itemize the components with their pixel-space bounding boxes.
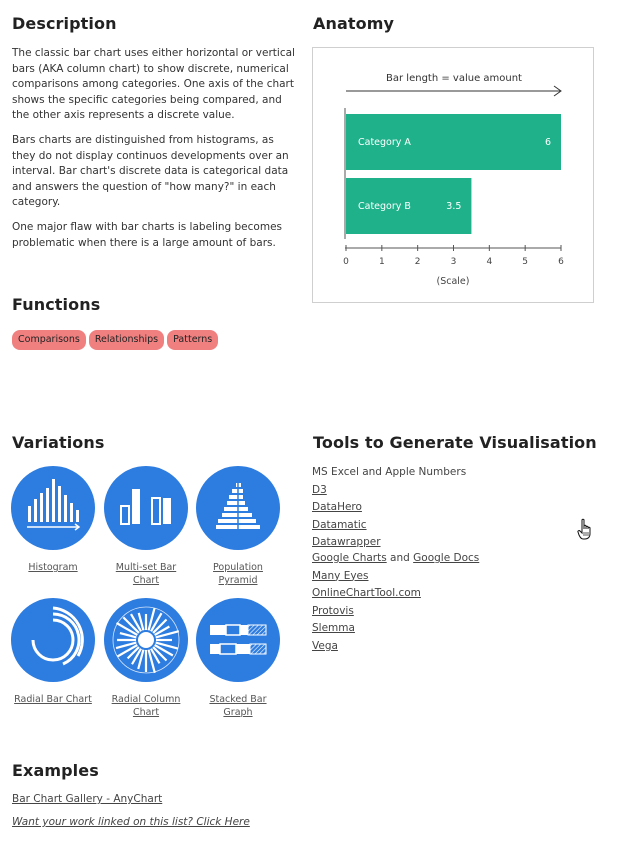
variation-radial-bar[interactable] (7, 598, 99, 706)
stacked-bar-icon[interactable] (196, 598, 280, 682)
example-link-anychart[interactable]: Bar Chart Gallery - AnyChart (12, 793, 163, 805)
x-tick-label: 4 (486, 257, 493, 267)
tool-link-datahero[interactable]: DataHero (312, 501, 362, 514)
x-axis-label: (Scale) (436, 276, 470, 287)
description-title: Description (12, 14, 117, 33)
x-tick-label: 5 (522, 257, 529, 267)
examples-title: Examples (12, 761, 99, 780)
chart-header: Bar length = value amount (386, 73, 522, 84)
tools-title: Tools to Generate Visualisation (313, 433, 597, 452)
population-pyramid-icon[interactable] (196, 466, 280, 550)
variation-stacked-bar[interactable] (192, 598, 284, 719)
variation-stacked-bar-label[interactable]: Stacked Bar Graph (209, 694, 267, 718)
bar-category-label: Category B (358, 201, 411, 212)
variation-population-pyramid[interactable] (192, 466, 284, 587)
variation-radial-bar-label[interactable]: Radial Bar Chart (14, 694, 92, 705)
variation-population-pyramid-label[interactable]: Population Pyramid (213, 562, 263, 586)
anatomy-chart-frame (312, 47, 594, 303)
bar-category-label: Category A (358, 137, 411, 148)
variation-histogram[interactable] (7, 466, 99, 574)
tool-link-google-docs[interactable]: Google Docs (413, 551, 480, 564)
anatomy-title: Anatomy (313, 14, 395, 33)
variation-radial-column-label[interactable]: Radial Column Chart (111, 694, 181, 718)
tag-patterns[interactable]: Patterns (167, 330, 218, 350)
hand-cursor-icon (577, 518, 595, 546)
examples-list (12, 793, 250, 828)
x-tick-label: 6 (558, 257, 564, 267)
variations-title: Variations (12, 433, 105, 452)
description-paragraph-3: One major flaw with bar charts is labeling becomes problematic when there is a large amount of bars. (12, 220, 282, 249)
tool-link-google-charts[interactable]: Google Charts (312, 551, 387, 564)
x-tick-label: 2 (414, 257, 421, 267)
x-tick-label: 0 (343, 257, 349, 267)
bar-value-label: 3.5 (446, 201, 462, 212)
functions-tags (12, 327, 221, 350)
tool-link-datawrapper[interactable]: Datawrapper (312, 536, 381, 549)
multi-set-bar-icon[interactable] (104, 466, 188, 550)
histogram-icon[interactable] (11, 466, 95, 550)
tools-intro: MS Excel and Apple Numbers (312, 466, 467, 478)
description-body (12, 46, 297, 260)
variation-histogram-label[interactable]: Histogram (28, 562, 78, 573)
tool-link-d3[interactable]: D3 (312, 483, 327, 496)
x-tick-label: 1 (378, 257, 385, 267)
variation-multi-set-bar-label[interactable]: Multi-set Bar Chart (115, 562, 177, 586)
x-tick-label: 3 (450, 257, 457, 267)
submit-work-link[interactable]: Want your work linked on this list? Click Here (12, 816, 250, 828)
variation-multi-set-bar[interactable] (100, 466, 192, 587)
tool-link-many-eyes[interactable]: Many Eyes (312, 569, 369, 582)
tools-list (312, 463, 602, 655)
tool-link-onlinecharttool[interactable]: OnlineChartTool.com (312, 587, 421, 600)
tag-relationships[interactable]: Relationships (89, 330, 164, 350)
tool-link-datamatic[interactable]: Datamatic (312, 518, 367, 531)
description-paragraph-2: Bars charts are distinguished from histograms, as they do not display continuos developments over an interval. Bar chart's discrete data is categorical data and answers the question of "how many?" in each category. (12, 133, 289, 209)
tool-link-slemma[interactable]: Slemma (312, 622, 355, 635)
functions-title: Functions (12, 295, 101, 314)
radial-bar-icon[interactable] (11, 598, 95, 682)
anatomy-bar-chart (313, 48, 593, 302)
bar-value-label: 6 (544, 137, 551, 148)
tag-comparisons[interactable]: Comparisons (12, 330, 86, 350)
description-paragraph-1: The classic bar chart uses either horizontal or vertical bars (AKA column chart) to show discrete, numerical comparisons among categories. One axis of the chart shows the specific categories being compared, and the other axis represents a discrete value. (12, 47, 295, 122)
tool-link-protovis[interactable]: Protovis (312, 604, 354, 617)
variation-radial-column[interactable] (100, 598, 192, 719)
tools-and-text: and (386, 551, 414, 564)
radial-column-icon[interactable] (104, 598, 188, 682)
tool-link-vega[interactable]: Vega (312, 639, 338, 652)
